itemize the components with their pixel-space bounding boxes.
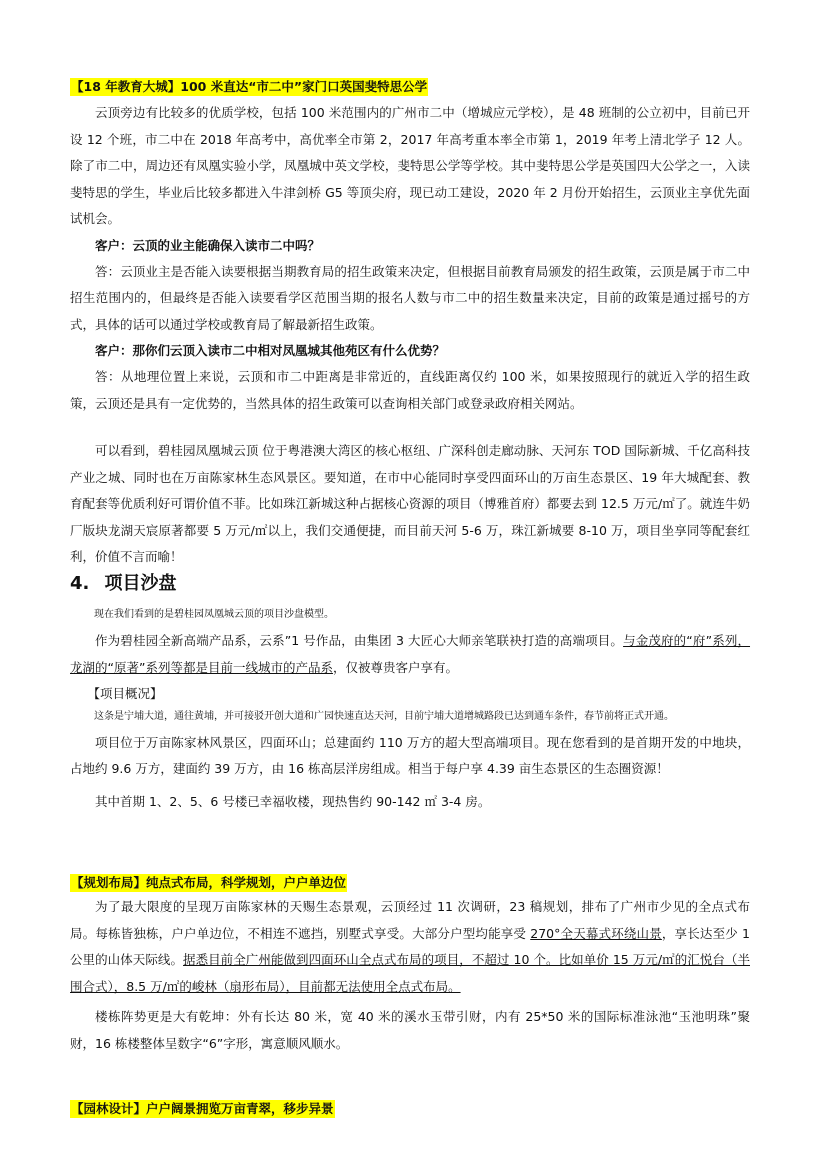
layout-section [70,872,750,892]
education-body [70,100,750,417]
education-paragraph: 云顶旁边有比较多的优质学校，包括 100 米范围内的广州市二中（增城应元学校），是 48 班制的公立初中，目前已开设 12 个班，市二中在 2018 年高考中，高优率全市第 2，2017 年高考重本率全市第 1，2019 年考上清北学子 12 人。除了市二中，周边还有凤凰实验小学，凤凰城中英文学校，斐特思公学等学校。其中斐特思公学是英国四大公学之一，入读斐特思的学生，毕业后比较多都进入牛津剑桥 G5 等顶尖府，现已动工建设，2020 年 2 月份开始招生，云顶业主享优先面试机会。 [70,105,750,226]
sandbox-intro: 现在我们看到的是碧桂园凤凰城云顶的项目沙盘模型。 [94,609,334,620]
answer-1: 答：云顶业主是否能入读要根据当期教育局的招生政策来决定，但根据目前教育局颁发的招生政策，云顶是属于市二中招生范围内的，但最终是否能入读要看学区范围当期的报名人数与市二中的招生数量来决定，目前的政策是通过摇号的方式，具体的话可以通过学校或教育局了解最新招生政策。 [70,263,750,332]
section-title: 项目沙盘 [104,573,177,594]
summary-paragraph: 可以看到，碧桂园凤凰城云顶 位于粤港澳大湾区的核心枢纽、广深科创走廊动脉、天河东 TOD 国际新城、千亿高科技产业之城、同时也在万亩陈家林生态风景区。要知道，在市中心能同时享受四面环山的万亩生态景区、19 年大城配套、教育配套等优质利好可谓价值不菲。比如珠江新城这种占据核心资源的项目（博雅首府）都要去到 12.5 万元/㎡了。就连牛奶厂版块龙湖天宸原著都要 5 万元/㎡以上，我们交通便捷，而目前天河 5-6 万，珠江新城要 8-10 万，项目坐享同等配套红利，价值不言而喻！ [70,443,750,564]
garden-section [70,1098,750,1118]
layout-underlined-view: 270°全天幕式环绕山景 [530,925,662,941]
section-number: 4. [70,573,90,594]
section-4-title [70,572,750,596]
layout-body [70,894,750,1057]
customer-question-2: 客户：那你们云顶入读市二中相对凤凰城其他苑区有什么优势？ [95,343,446,358]
education-section [70,76,750,96]
sales-paragraph: 其中首期 1、2、5、6 号楼已幸福收楼，现热售约 90-142 ㎡ 3-4 房。 [95,793,491,809]
layout-text-a: 为了最大限度的呈现万亩陈家林的天赐生态景观，云顶经过 11 次调研，23 稿规划，排布了广州市少见的全点式布局。每栋皆独栋，户户单边位，不相连不遮挡，别墅式享受。大部分户型均能享受 [70,899,750,941]
layout-text-b: ，享长达至少 1 公里的山体天际线。 [70,925,751,967]
building-layout-paragraph: 楼栋阵势更是大有乾坤：外有长达 80 米，宽 40 米的溪水玉带引财，内有 25*50 米的国际标准泳池“玉池明珠”聚财，16 栋楼整体呈数字“6”字形，寓意顺风顺水。 [70,1009,750,1051]
section-4-body [70,608,750,815]
overview-note: 这条是宁埔大道，通往黄埔，并可接驳开创大道和广园快速直达天河，目前宁埔大道增城路段已达到通车条件，春节前将正式开通。 [94,710,674,722]
summary-block [70,438,750,571]
layout-underlined-claim: 据悉目前全广州能做到四面环山全点式布局的项目，不超过 10 个。比如单价 15 万元/㎡的汇悦台（半围合式），8.5 万/㎡的峻林（扇形布局），目前都无法使用全点式布局。 [70,952,750,994]
garden-heading: 【园林设计】户户阔景拥览万亩青翠，移步异景 [71,1101,334,1116]
product-series-tail: ，仅被尊贵客户享有。 [332,659,458,675]
product-series-underlined: 与金茂府的“府”系列，龙湖的“原著”系列等都是目前一线城市的产品系 [70,633,751,675]
layout-heading: 【规划布局】纯点式布局，科学规划，户户单边位 [71,875,347,890]
product-series-paragraph [70,628,750,681]
overview-paragraph: 项目位于万亩陈家林风景区，四面环山；总建面约 110 万方的超大型高端项目。现在您看到的是首期开发的中地块，占地约 9.6 万方，建面约 39 万方，由 16 栋高层洋房组成。相当于每户享 4.39 亩生态景区的生态圈资源！ [70,734,750,776]
product-series-text: 作为碧桂园全新高端产品系，云系”1 号作品，由集团 3 大匠心大师亲笔联袂打造的高端项目。 [95,633,624,648]
education-heading: 【18 年教育大城】100 米直达“市二中”家门口英国斐特思公学 [71,79,428,94]
layout-paragraph [70,894,750,1000]
overview-label: 【项目概况】 [87,686,163,701]
customer-question-1: 客户：云顶的业主能确保入读市二中吗？ [95,237,321,253]
answer-2: 答：从地理位置上来说，云顶和市二中距离是非常近的，直线距离仅约 100 米，如果按照现行的就近入学的招生政策，云顶还是具有一定优势的，当然具体的招生政策可以查询相关部门或登录政府相关网站。 [70,369,750,411]
